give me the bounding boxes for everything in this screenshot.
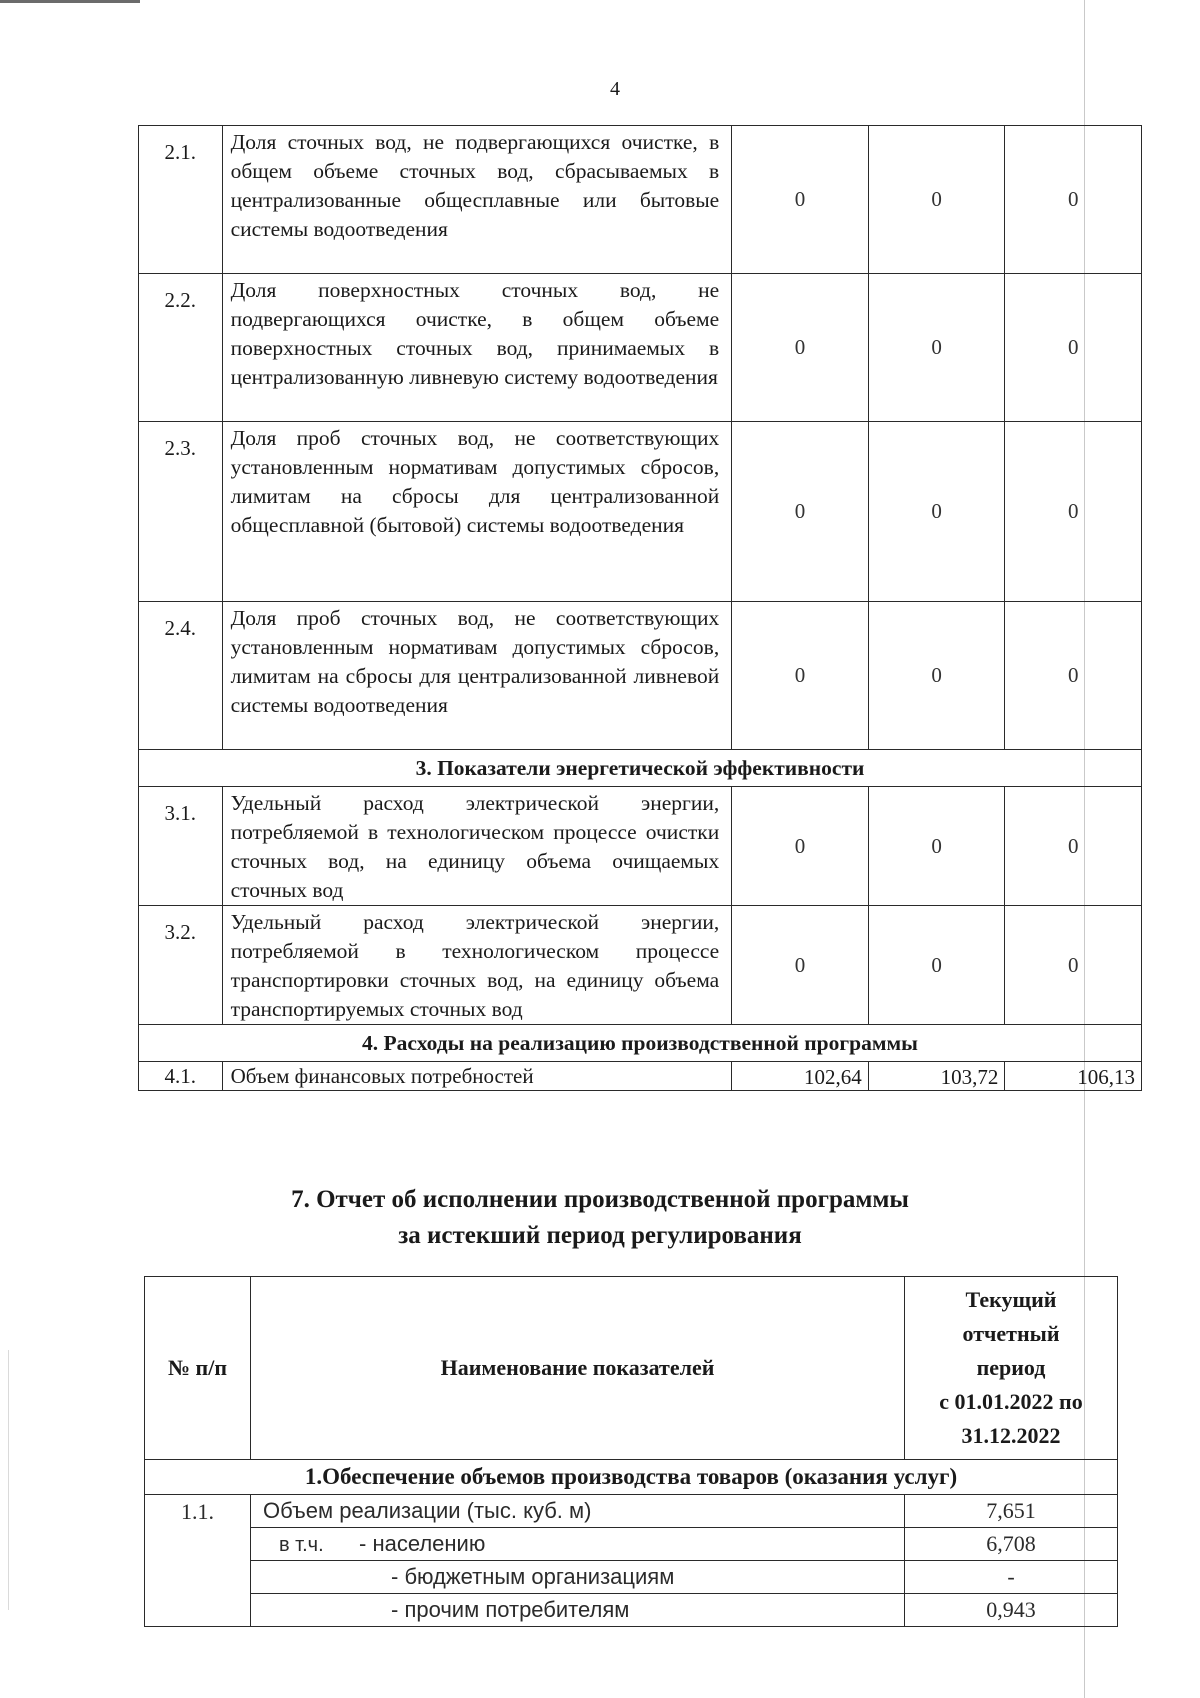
value-cell: 0	[1005, 602, 1142, 750]
indicator-description: Доля проб сточных вод, не соответствующих установленным нормативам допустимых сбросов, лимитам на сбросы для централизованной ливневой системы водоотведения	[222, 602, 732, 750]
period-line: 31.12.2022	[961, 1423, 1061, 1448]
row-number: 2.4.	[139, 602, 223, 750]
value-cell: 0,943	[905, 1594, 1118, 1627]
value-cell: 0	[868, 126, 1005, 274]
value-cell: 0	[732, 602, 869, 750]
table-row	[145, 1561, 1118, 1594]
row-number: 2.1.	[139, 126, 223, 274]
column-header-number: № п/п	[145, 1277, 251, 1460]
value-cell: 0	[868, 787, 1005, 906]
scan-edge-line	[0, 0, 140, 3]
value-cell: 0	[732, 787, 869, 906]
table-row	[145, 1594, 1118, 1627]
section-title: 3. Показатели энергетической эффективности	[139, 750, 1142, 787]
indent-label: в т.ч.	[279, 1534, 324, 1556]
table-row	[139, 422, 1142, 602]
header-row	[145, 1277, 1118, 1460]
row-number: 3.2.	[139, 906, 223, 1025]
value-cell: 102,64	[732, 1062, 869, 1091]
table-row	[145, 1528, 1118, 1561]
value-cell: 106,13	[1005, 1062, 1142, 1091]
scan-margin-mark	[8, 1350, 9, 1610]
table-row	[139, 602, 1142, 750]
value-cell: 0	[868, 602, 1005, 750]
column-header-name: Наименование показателей	[251, 1277, 905, 1460]
value-cell: 0	[732, 274, 869, 422]
row-number: 2.3.	[139, 422, 223, 602]
indicator-name: - населению	[359, 1531, 486, 1556]
indicator-name-cell	[251, 1528, 905, 1561]
section-title: 4. Расходы на реализацию производственной программы	[139, 1025, 1142, 1062]
value-cell: 0	[1005, 274, 1142, 422]
table-row	[139, 274, 1142, 422]
row-number: 3.1.	[139, 787, 223, 906]
table-row	[139, 787, 1142, 906]
value-cell: 0	[1005, 787, 1142, 906]
table-row	[139, 126, 1142, 274]
value-cell: -	[905, 1561, 1118, 1594]
indicator-name: - бюджетным организациям	[251, 1561, 905, 1594]
section-header-row	[139, 1025, 1142, 1062]
period-line: с 01.01.2022 по	[939, 1389, 1083, 1414]
value-cell: 0	[732, 906, 869, 1025]
row-number: 4.1.	[139, 1062, 223, 1091]
value-cell: 0	[1005, 906, 1142, 1025]
report-title-line-1: 7. Отчет об исполнении производственной программы	[291, 1186, 909, 1213]
period-line: период	[976, 1355, 1046, 1380]
indicators-table	[138, 125, 1142, 1091]
report-table	[144, 1276, 1118, 1627]
indicator-description: Доля сточных вод, не подвергающихся очистке, в общем объеме сточных вод, сбрасываемых в централизованные общесплавные или бытовые системы водоотведения	[222, 126, 732, 274]
value-cell: 103,72	[868, 1062, 1005, 1091]
value-cell: 0	[1005, 422, 1142, 602]
value-cell: 0	[732, 126, 869, 274]
column-header-period	[905, 1277, 1118, 1460]
indicator-name: - прочим потребителям	[251, 1594, 905, 1627]
table-row	[139, 1062, 1142, 1091]
row-number: 1.1.	[145, 1495, 251, 1627]
table-row	[139, 906, 1142, 1025]
value-cell: 0	[732, 422, 869, 602]
table-row	[145, 1495, 1118, 1528]
period-line: Текущий	[965, 1287, 1057, 1312]
value-cell: 0	[1005, 126, 1142, 274]
value-cell: 0	[868, 274, 1005, 422]
value-cell: 0	[868, 422, 1005, 602]
indicator-description: Доля проб сточных вод, не соответствующих установленным нормативам допустимых сбросов, лимитам на сбросы для централизованной общесплавной (бытовой) системы водоотведения	[222, 422, 732, 602]
indicator-description: Удельный расход электрической энергии, потребляемой в технологическом процессе очистки сточных вод, на единицу объема очищаемых сточных вод	[222, 787, 732, 906]
value-cell: 6,708	[905, 1528, 1118, 1561]
indicator-description: Удельный расход электрической энергии, потребляемой в технологическом процессе транспортировки сточных вод, на единицу объема транспортируемых сточных вод	[222, 906, 732, 1025]
section-title: 1.Обеспечение объемов производства товаров (оказания услуг)	[145, 1460, 1118, 1495]
page-number: 4	[610, 78, 620, 100]
indicator-name: Объем реализации (тыс. куб. м)	[251, 1495, 905, 1528]
section-header-row	[145, 1460, 1118, 1495]
value-cell: 7,651	[905, 1495, 1118, 1528]
row-number: 2.2.	[139, 274, 223, 422]
indicator-description: Доля поверхностных сточных вод, не подвергающихся очистке, в общем объеме поверхностных сточных вод, принимаемых в централизованную ливневую систему водоотведения	[222, 274, 732, 422]
section-header-row	[139, 750, 1142, 787]
value-cell: 0	[868, 906, 1005, 1025]
period-line: отчетный	[962, 1321, 1060, 1346]
indicator-description: Объем финансовых потребностей	[222, 1062, 732, 1091]
report-title-line-2: за истекший период регулирования	[398, 1222, 802, 1249]
